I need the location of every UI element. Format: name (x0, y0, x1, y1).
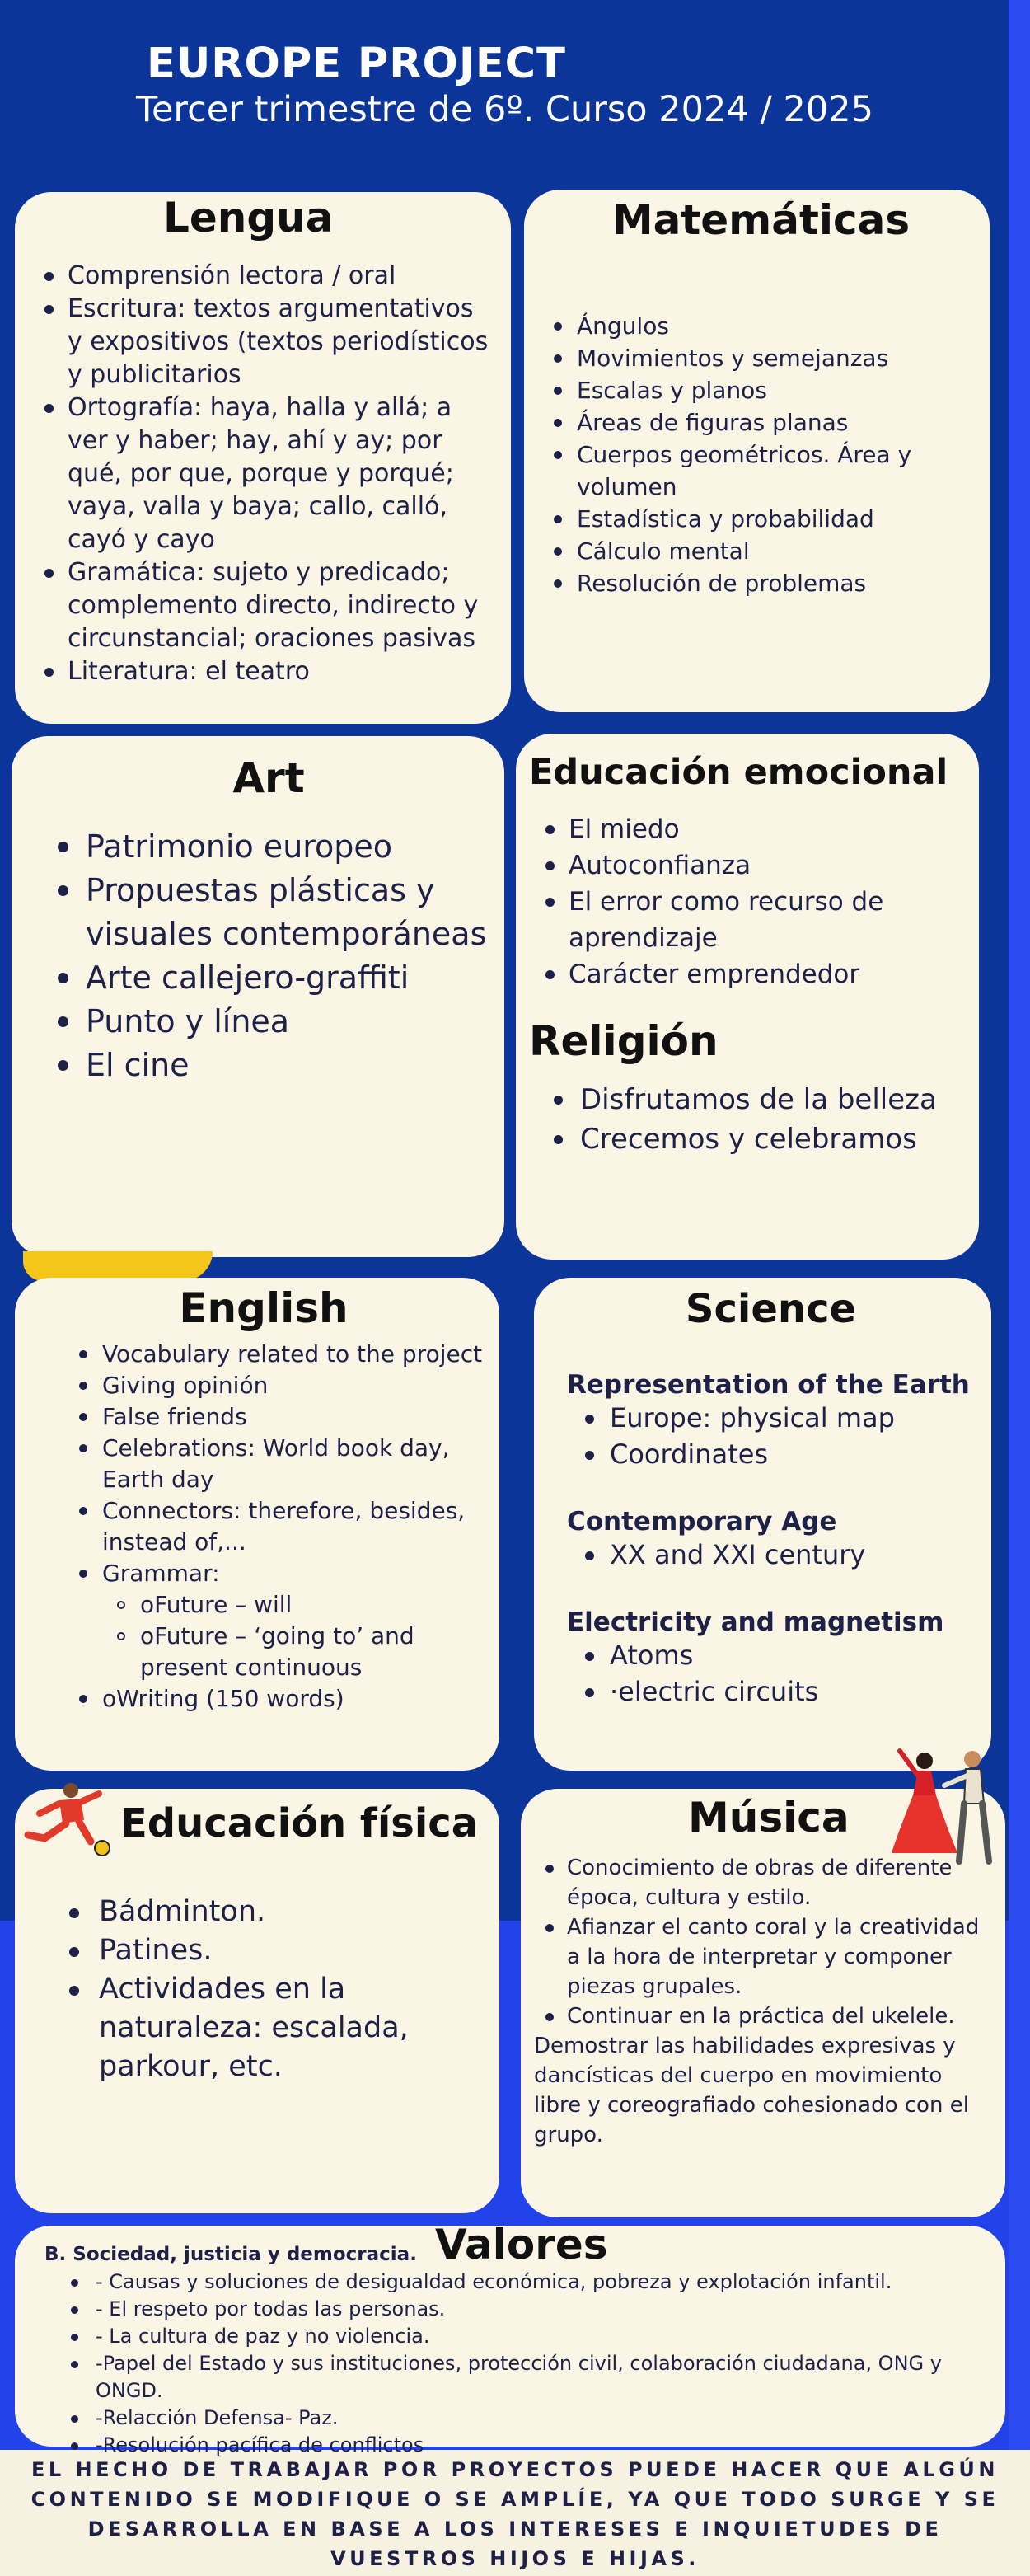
list-item: Patrimonio europeo (49, 825, 488, 869)
list-item: -Papel del Estado y sus instituciones, protección civil, colaboración ciudadana, ONG y ONGD. (44, 2350, 989, 2405)
card-art (12, 736, 504, 1257)
list-item: False friends (44, 1401, 483, 1433)
soccer-player-icon (20, 1779, 110, 1861)
list-item: Afianzar el canto coral y la creatividad a la hora de interpretar y componer piezas grupales. (527, 1912, 990, 2001)
list-item: Atoms (567, 1637, 975, 1673)
list-item: Literatura: el teatro (40, 655, 494, 688)
list-item: Crecemos y celebramos (529, 1119, 964, 1159)
section-heading: Representation of the Earth (567, 1370, 970, 1400)
dancing-couple-icon (888, 1746, 1004, 1870)
card-science (534, 1278, 991, 1771)
list-item: Estadística y probabilidad (549, 503, 973, 535)
list-item: Connectors: therefore, besides, instead of,... (44, 1495, 483, 1558)
list-item: Patines. (59, 1931, 483, 1970)
section-heading: B. Sociedad, justicia y democracia. (44, 2244, 417, 2265)
art-list (49, 825, 488, 1087)
musica-paragraph: Demostrar las habilidades expresivas y dancísticas del cuerpo en movimiento libre y coreografiado cohesionado con el grupo. (534, 2034, 969, 2147)
lengua-list (40, 260, 494, 688)
list-item: Bádminton. (59, 1893, 483, 1931)
list-item: Escritura: textos argumentativos y expositivos (textos periodísticos y publicitarios (40, 293, 494, 392)
card-title: Lengua (163, 194, 334, 242)
science-list (567, 1537, 975, 1573)
list-item: - La cultura de paz y no violencia. (44, 2323, 989, 2350)
card-matematicas (524, 190, 990, 712)
list-item: oWriting (150 words) (44, 1683, 483, 1715)
list-item: Actividades en la naturaleza: escalada, parkour, etc. (59, 1970, 483, 2086)
list-item: Áreas de figuras planas (549, 406, 973, 439)
card-title: Matemáticas (611, 196, 911, 244)
list-item: Escalas y planos (549, 374, 973, 406)
list-item: Continuar en la práctica del ukelele. (527, 2001, 990, 2031)
footer-note: EL HECHO DE TRABAJAR POR PROYECTOS PUEDE HACER QUE ALGÚN CONTENIDO SE MODIFIQUE O SE AMPLÍE, YA QUE TODO SURGE Y SE DESARROLLA EN BASE A LOS INTERESES E INQUIETUDES DE VUESTROS HIJOS E HIJAS. (30, 2458, 1000, 2570)
list-item: Disfrutamos de la belleza (529, 1080, 964, 1119)
list-item: Cálculo mental (549, 535, 973, 567)
card-title: English (179, 1284, 349, 1332)
page-subtitle: Tercer trimestre de 6º. Curso 2024 / 2025 (136, 89, 873, 130)
musica-list (527, 1853, 990, 2031)
list-item: Resolución de problemas (549, 567, 973, 599)
emocional-list (529, 811, 964, 992)
list-item: -Relacción Defensa- Paz. (44, 2405, 989, 2432)
list-item: Autoconfianza (529, 847, 964, 884)
card-title: Música (688, 1794, 850, 1842)
religion-title: Religión (529, 1017, 719, 1065)
list-item: Ángulos (549, 310, 973, 342)
card-english (15, 1278, 499, 1771)
list-item: - Causas y soluciones de desigualdad económica, pobreza y explotación infantil. (44, 2269, 989, 2296)
list-item: Propuestas plásticas y visuales contemporáneas (49, 869, 488, 956)
list-item: El miedo (529, 811, 964, 847)
list-item: Celebrations: World book day, Earth day (44, 1433, 483, 1495)
list-item: Gramática: sujeto y predicado; complemento directo, indirecto y circunstancial; oraciones pasivas (40, 556, 494, 655)
card-title: Science (685, 1286, 857, 1332)
matematicas-list (549, 310, 973, 599)
religion-list (529, 1080, 964, 1159)
list-item: El error como recurso de aprendizaje (529, 884, 964, 956)
list-item: XX and XXI century (567, 1537, 975, 1573)
card-title: Educación emocional (529, 752, 948, 793)
list-item: Punto y línea (49, 1000, 488, 1044)
section-heading: Contemporary Age (567, 1507, 837, 1537)
card-title: Art (232, 754, 305, 802)
list-item: Arte callejero-graffiti (49, 956, 488, 1000)
list-item: ·electric circuits (567, 1673, 975, 1710)
list-item: Coordinates (567, 1436, 975, 1472)
page-title: EUROPE PROJECT (147, 40, 566, 88)
science-list (567, 1400, 975, 1472)
section-heading: Electricity and magnetism (567, 1607, 944, 1637)
yellow-decoration (23, 1251, 213, 1281)
list-subitem: oFuture – will (44, 1589, 483, 1621)
list-item: Conocimiento de obras de diferente época, cultura y estilo. (527, 1853, 990, 1912)
educacion-fisica-list (59, 1893, 483, 2086)
list-item: Europe: physical map (567, 1400, 975, 1436)
list-item: Ortografía: haya, halla y allá; a ver y haber; hay, ahí y ay; por qué, por que, porque y porqué; vaya, valla y baya; callo, calló, cayó y cayo (40, 392, 494, 556)
card-lengua (15, 192, 511, 724)
science-list (567, 1637, 975, 1710)
list-item: Comprensión lectora / oral (40, 260, 494, 293)
list-item: Vocabulary related to the project (44, 1339, 483, 1370)
card-valores (15, 2221, 1005, 2456)
card-emocional-religion (516, 734, 979, 1260)
edge-strip (1009, 0, 1030, 2456)
english-list (44, 1339, 483, 1715)
list-item: -Resolución pacífica de conflictos (44, 2432, 989, 2459)
list-item: Giving opinión (44, 1370, 483, 1401)
card-title: Educación física (120, 1800, 479, 1846)
valores-list (44, 2269, 989, 2459)
list-item: - El respeto por todas las personas. (44, 2296, 989, 2323)
list-item: Movimientos y semejanzas (549, 342, 973, 374)
list-item: Cuerpos geométricos. Área y volumen (549, 439, 973, 503)
list-item: Carácter emprendedor (529, 956, 964, 992)
list-item: Grammar: (44, 1558, 483, 1589)
list-item: El cine (49, 1044, 488, 1087)
card-title: Valores (435, 2221, 608, 2269)
list-subitem: oFuture – ‘going to’ and present continuous (44, 1621, 483, 1683)
